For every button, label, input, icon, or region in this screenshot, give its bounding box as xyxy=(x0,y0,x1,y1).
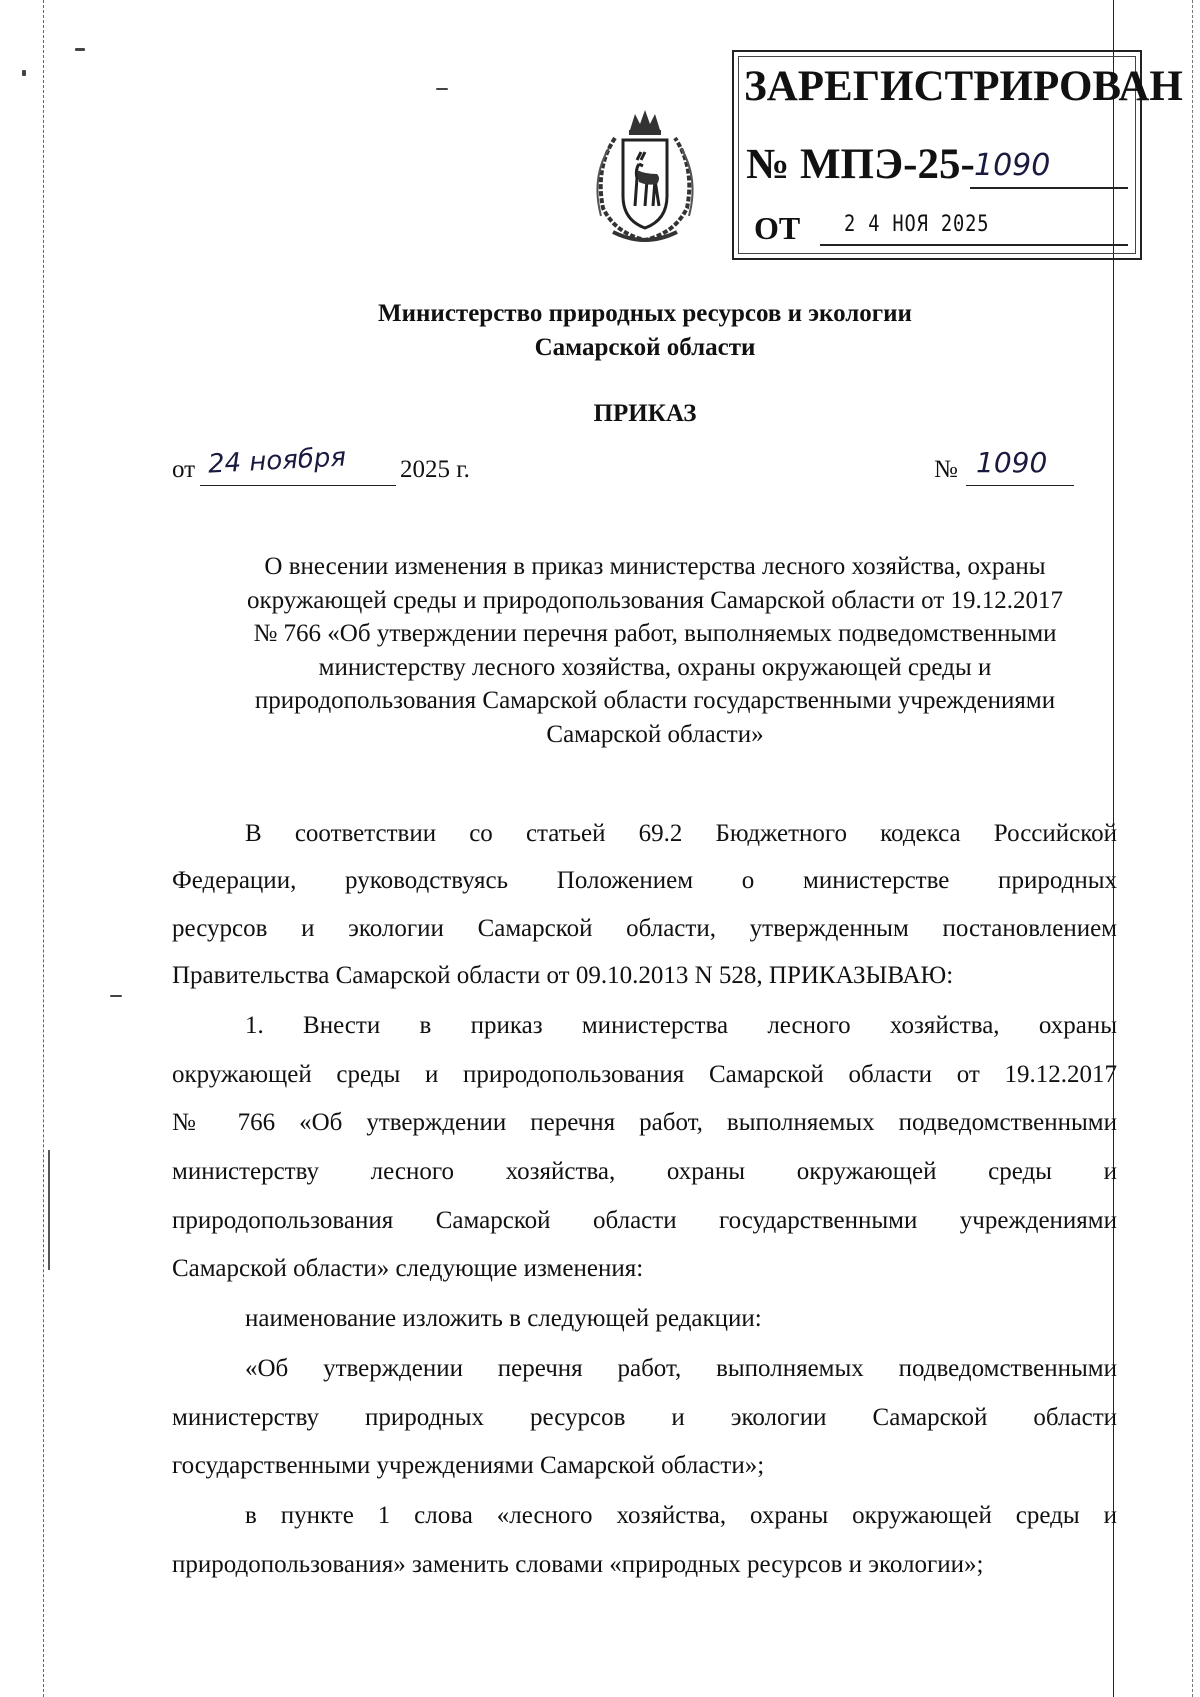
body-line: В соответствии со статьей 69.2 Бюджетного кодекса Российской xyxy=(245,820,1117,847)
order-date-year: 2025 г. xyxy=(400,456,470,483)
registration-stamp xyxy=(732,50,1183,260)
document-type: ПРИКАЗ xyxy=(593,400,697,427)
body-line: № 766 «Об утверждении перечня работ, выполняемых подведомственными xyxy=(172,1109,1117,1136)
body-line: Самарской области» следующие изменения: xyxy=(172,1255,644,1282)
order-subject xyxy=(180,550,1130,751)
coat-of-arms-icon xyxy=(585,108,705,248)
body-line: министерству лесного хозяйства, охраны окружающей среды и xyxy=(172,1158,1117,1185)
order-number-label: № xyxy=(934,456,958,483)
stamp-date-underline xyxy=(820,244,1128,246)
subject-line: природопользования Самарской области государственными учреждениями xyxy=(254,687,1056,714)
body-line: природопользования» заменить словами «природных ресурсов и экологии»; xyxy=(172,1551,984,1578)
body-line: министерству природных ресурсов и экологии Самарской области xyxy=(172,1404,1117,1431)
order-date-underline xyxy=(200,485,396,486)
body-line: Правительства Самарской области от 09.10.2013 N 528, ПРИКАЗЫВАЮ: xyxy=(172,962,954,989)
scan-speck xyxy=(75,48,85,51)
stamp-date-value: 2 4 НОЯ 2025 xyxy=(844,212,990,237)
body-line: наименование изложить в следующей редакции: xyxy=(245,1305,762,1332)
order-number-underline xyxy=(966,485,1074,486)
body-line: в пункте 1 слова «лесного хозяйства, охраны окружающей среды и xyxy=(245,1502,1117,1529)
scan-speck xyxy=(110,995,122,997)
stamp-number-underline xyxy=(970,187,1128,189)
order-date-handwritten: 24 ноября xyxy=(207,442,347,480)
body-line: государственными учреждениями Самарской области»; xyxy=(172,1452,765,1479)
scan-edge-line-far-right xyxy=(1192,0,1193,1697)
subject-line: министерству лесного хозяйства, охраны окружающей среды и xyxy=(318,653,992,681)
stamp-title: ЗАРЕГИСТРИРОВАН xyxy=(744,63,1183,110)
scan-edge-line-left xyxy=(43,0,44,1697)
body-line: Федерации, руководствуясь Положением о министерстве природных xyxy=(172,867,1117,894)
scan-speck xyxy=(436,88,448,90)
subject-line: окружающей среды и природопользования Самарской области от 19.12.2017 xyxy=(246,586,1064,614)
stamp-date-label: ОТ xyxy=(754,210,801,246)
body-line: природопользования Самарской области государственными учреждениями xyxy=(172,1207,1117,1234)
body-line: окружающей среды и природопользования Самарской области от 19.12.2017 xyxy=(172,1061,1117,1088)
body-line: ресурсов и экологии Самарской области, утвержденным постановлением xyxy=(172,915,1117,942)
stamp-number-handwritten: 1090 xyxy=(974,148,1051,183)
scan-speck xyxy=(22,70,26,76)
subject-line: № 766 «Об утверждении перечня работ, выполняемых подведомственными xyxy=(253,620,1057,647)
order-number-handwritten: 1090 xyxy=(976,446,1048,479)
body-line: «Об утверждении перечня работ, выполняемых подведомственными xyxy=(245,1355,1117,1382)
subject-line: Самарской области» xyxy=(546,720,764,748)
scan-edge-line-left-2 xyxy=(48,1150,50,1270)
subject-line: О внесении изменения в приказ министерства лесного хозяйства, охраны xyxy=(264,553,1046,580)
stamp-number-label: № МПЭ-25- xyxy=(746,141,975,188)
ministry-name-line-2: Самарской области xyxy=(534,334,756,361)
order-date-prefix: от xyxy=(172,456,196,483)
body-line: 1. Внести в приказ министерства лесного хозяйства, охраны xyxy=(245,1012,1117,1039)
ministry-name-line-1: Министерство природных ресурсов и экологии xyxy=(378,300,912,327)
